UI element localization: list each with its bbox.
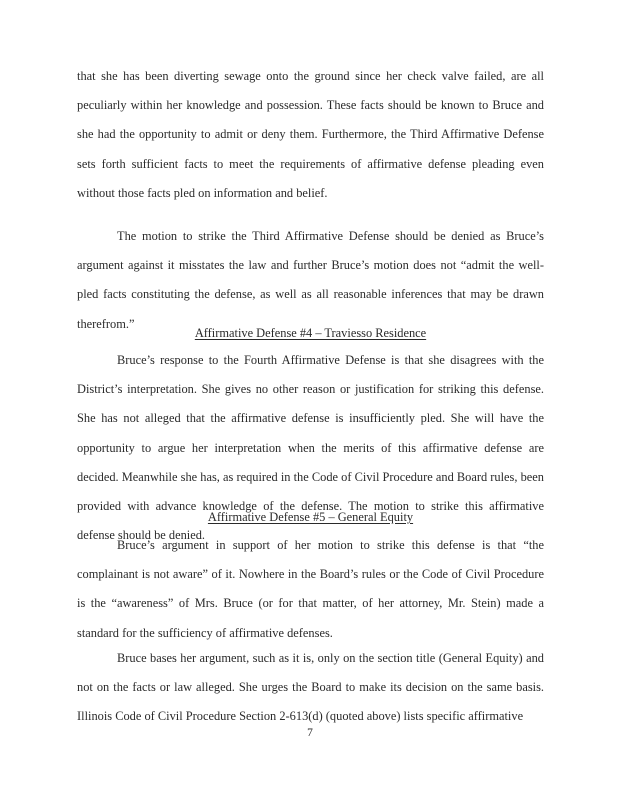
heading-affirmative-defense-5: Affirmative Defense #5 – General Equity [207, 510, 414, 524]
paragraph-fourth-defense: Bruce’s response to the Fourth Affirmative Defense is that she disagrees with the District’s interpretation. She gives no other reason or justification for striking this defense. She has not alleged that the affirmative defense is insufficiently pled. She will have the opportunity to argue her interpretation when the merits of this affirmative defense are decided. Meanwhile she has, as required in the Code of Civil Procedure and Board rules, been provided with advance knowledge of the defense. The motion to strike this affirmative defense should be denied. [77, 353, 544, 543]
paragraph-fifth-defense-basis: Bruce bases her argument, such as it is, only on the section title (General Equity) and not on the facts or law alleged. She urges the Board to make its decision on the same basis. Illinois Code of Civil Procedure Section 2-613(d) (quoted above) lists specific affirmative [77, 651, 544, 724]
page-number: 7 [307, 727, 313, 739]
paragraph-fifth-defense-awareness: Bruce’s argument in support of her motion to strike this defense is that “the complainant is not aware” of it. Nowhere in the Board’s rules or the Code of Civil Procedure is the “awareness” of Mrs. Bruce (or for that matter, of her attorney, Mr. Stein) made a standard for the sufficiency of affirmative defenses. [77, 538, 544, 640]
paragraph-third-defense-facts: that she has been diverting sewage onto the ground since her check valve failed, are all peculiarly within her knowledge and possession. These facts should be known to Bruce and she had the opportunity to admit or deny them. Furthermore, the Third Affirmative Defense sets forth sufficient facts to meet the requirements of affirmative defense pleading even without those facts pled on information and belief. [77, 69, 544, 200]
paragraph-third-defense-conclusion: The motion to strike the Third Affirmative Defense should be denied as Bruce’s argument against it misstates the law and further Bruce’s motion does not “admit the well-pled facts constituting the defense, as well as all reasonable inferences that may be drawn therefrom.” [77, 229, 544, 331]
heading-affirmative-defense-4: Affirmative Defense #4 – Traviesso Residence [194, 326, 427, 340]
